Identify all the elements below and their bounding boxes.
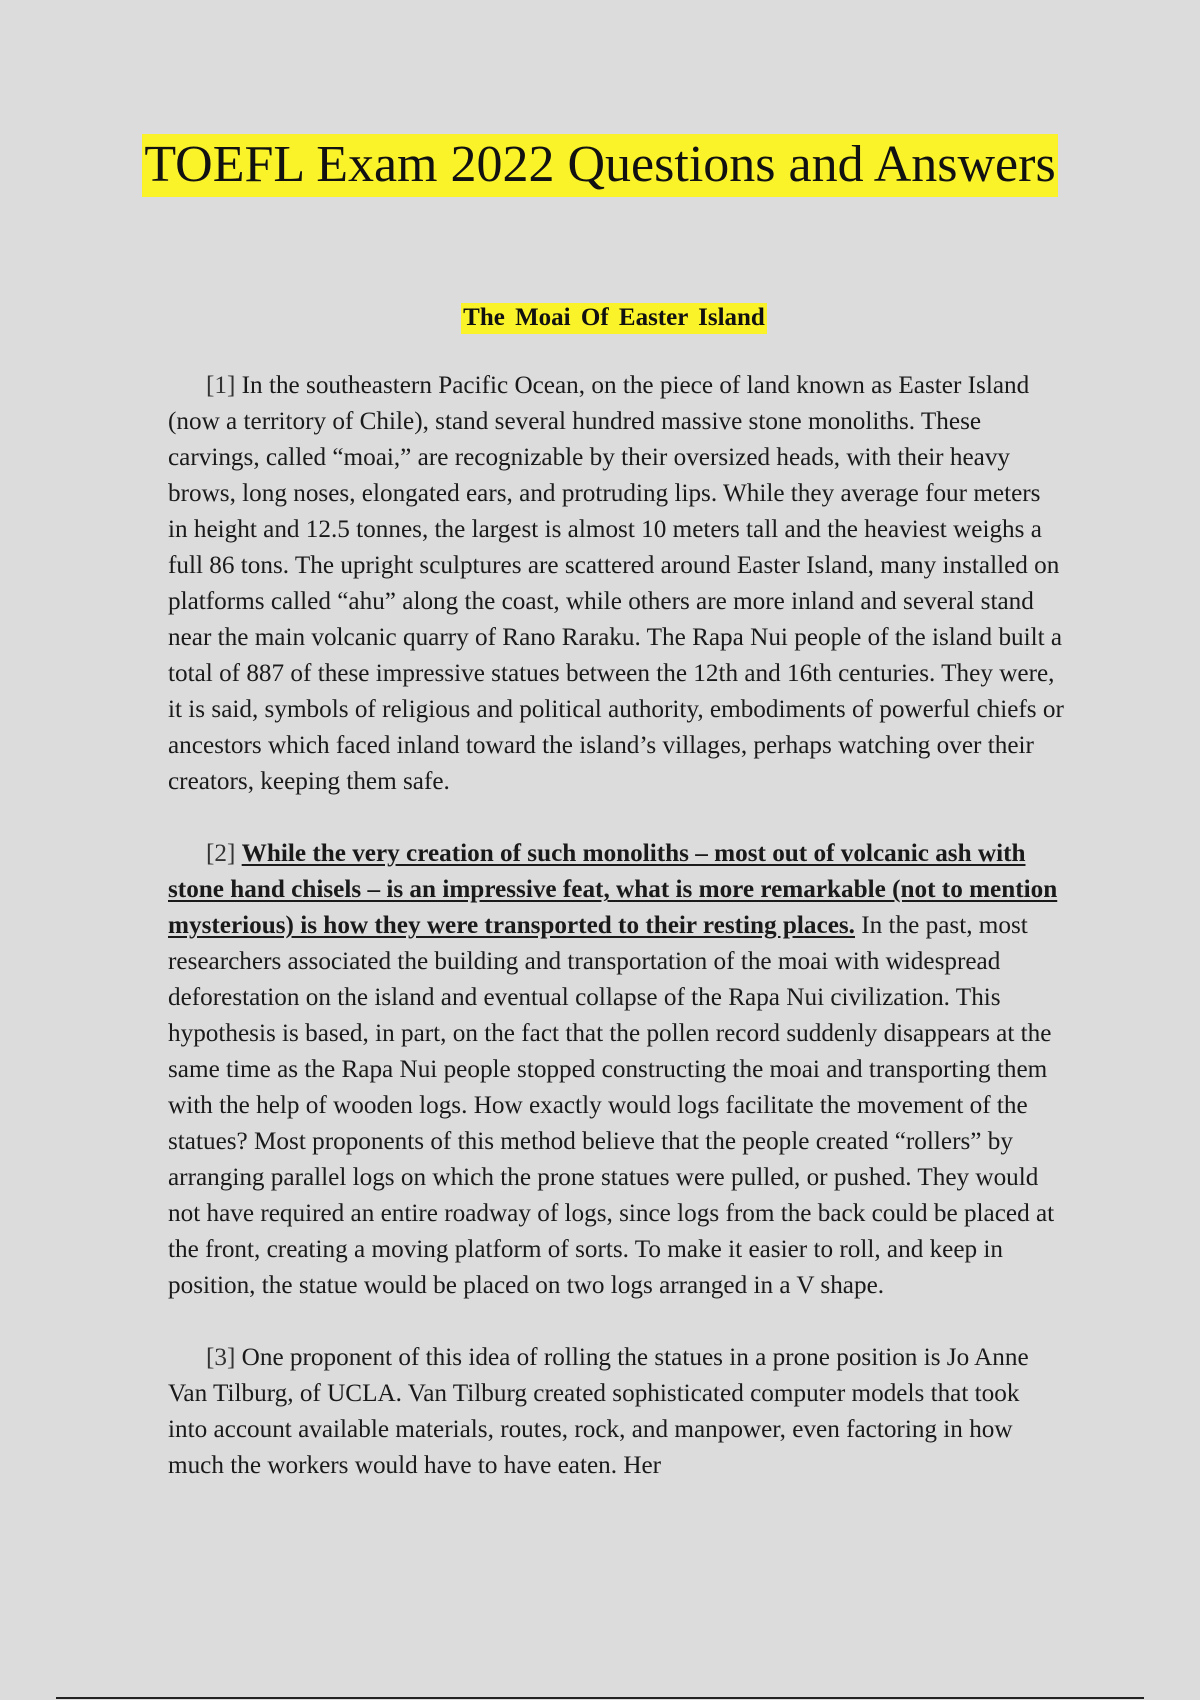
paragraph-text: One proponent of this idea of rolling the statues in a prone position is Jo Anne Van Tilburg, of UCLA. Van Tilburg created sophisticated computer models that took into account available materials, routes, rock, and manpower, even factoring in how much the workers would have to have eaten. Her — [168, 1344, 1029, 1479]
document-title-text: TOEFL Exam 2022 Questions and Answers — [142, 134, 1057, 197]
article-title-text: The Moai Of Easter Island — [461, 303, 767, 334]
article-title — [0, 303, 1200, 334]
paragraph-text: In the past, most researchers associated the building and transportation of the moai with widespread deforestation on the island and eventual collapse of the Rapa Nui civilization. This hypothesis is based, in part, on the fact that the pollen record suddenly disappears at the same time as the Rapa Nui people stopped constructing the moai and transporting them with the help of wooden logs. How exactly would logs facilitate the movement of the statues? Most proponents of this method believe that the people created “rollers” by arranging parallel logs on which the prone statues were pulled, or pushed. They would not have required an entire roadway of logs, since logs from the back could be placed at the front, creating a moving platform of sorts. To make it easier to roll, and keep in position, the statue would be placed on two logs arranged in a V shape. — [168, 912, 1055, 1299]
paragraph-number: [1] — [206, 372, 236, 399]
paragraph-number: [2] — [206, 840, 236, 867]
paragraph-text: In the southeastern Pacific Ocean, on the piece of land known as Easter Island (now a territory of Chile), stand several hundred massive stone monoliths. These carvings, called “moai,” are recognizable by their oversized heads, with their heavy brows, long noses, elongated ears, and protruding lips. While they average four meters in height and 12.5 tonnes, the largest is almost 10 meters tall and the heaviest weighs a full 86 tons. The upright sculptures are scattered around Easter Island, many installed on platforms called “ahu” along the coast, while others are more inland and several stand near the main volcanic quarry of Rano Raraku. The Rapa Nui people of the island built a total of 887 of these impressive statues between the 12th and 16th centuries. They were, it is said, symbols of religious and political authority, embodiments of powerful chiefs or ancestors which faced inland toward the island’s villages, perhaps watching over their creators, keeping them safe. — [168, 372, 1064, 795]
article-body — [168, 368, 1064, 1520]
paragraph-1 — [168, 368, 1064, 800]
paragraph-number: [3] — [206, 1344, 236, 1371]
highlighted-sentence: While the very creation of such monoliths – most out of volcanic ash with stone hand chisels – is an impressive feat, what is more remarkable (not to mention mysterious) is how they were transported to their resting places. — [168, 840, 1058, 939]
footer-divider — [56, 1697, 1144, 1699]
document-title — [0, 134, 1200, 197]
paragraph-2 — [168, 836, 1064, 1304]
paragraph-3 — [168, 1340, 1064, 1484]
